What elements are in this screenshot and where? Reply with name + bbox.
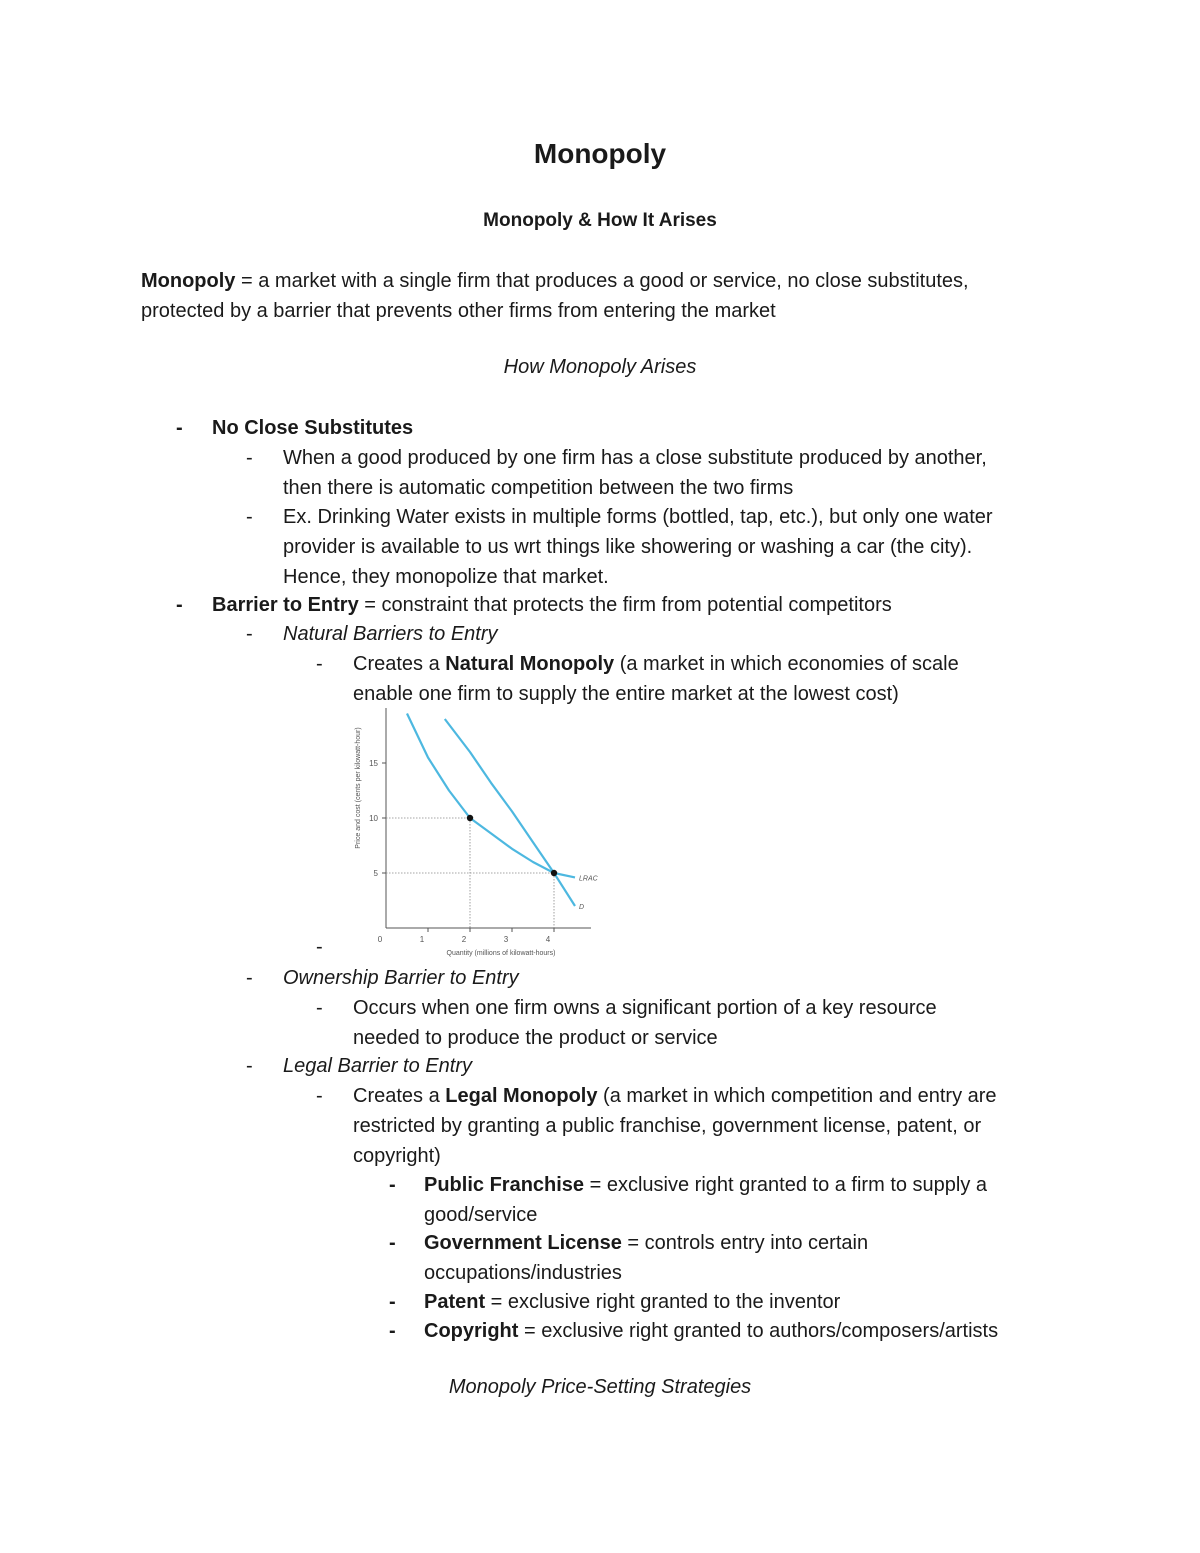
legal-item-public-franchise: Public Franchise = exclusive right granted to a firm to supply a good/service [424, 1174, 988, 1226]
price-setting-heading: Monopoly Price-Setting Strategies [448, 1376, 752, 1398]
y-tick-label: 10 [369, 814, 378, 823]
data-point [551, 870, 557, 876]
x-tick-label: 4 [545, 935, 551, 944]
bullet-dash: - [316, 997, 323, 1019]
natural-barriers-label: Natural Barriers to Entry [283, 623, 498, 645]
bullet-dash: - [316, 653, 323, 675]
no-close-subs-point-2: Ex. Drinking Water exists in multiple forms (bottled, tap, etc.), but only one water provider is available to us wrt things like showering or washing a car (the city). Hence, they monopolize that market. [283, 506, 993, 588]
legal-item-government-license: Government License = controls entry into certain occupations/industries [424, 1232, 869, 1284]
definition-line1: = a market with a single firm that produces a good or service, no close substitutes, [235, 270, 969, 292]
natural-monopoly-term: Natural Monopoly [445, 653, 615, 675]
x-tick-label: 0 [377, 935, 383, 944]
bullet-dash: - [176, 417, 183, 439]
bullet-dash: - [389, 1291, 396, 1313]
series-lrac-label: LRAC [579, 875, 598, 883]
barrier-to-entry-item: Barrier to Entry = constraint that protects the firm from potential competitors [212, 594, 892, 616]
bullet-dash: - [389, 1232, 396, 1254]
legal-barrier-label: Legal Barrier to Entry [283, 1055, 472, 1077]
no-close-substitutes-label: No Close Substitutes [212, 417, 414, 439]
legal-monopoly-desc: Creates a Legal Monopoly (a market in which competition and entry are restricted by granting a public franchise, government license, patent, or copyright) [353, 1085, 997, 1167]
chart-svg [336, 706, 606, 964]
bullet-dash: - [246, 623, 253, 645]
bullet-dash: - [389, 1174, 396, 1196]
bullet-dash: - [246, 967, 253, 989]
series-lrac-curve [407, 714, 575, 878]
definition-line2: protected by a barrier that prevents other firms from entering the market [141, 300, 776, 322]
y-axis-label: Price and cost (cents per kilowatt-hour) [355, 727, 362, 849]
bullet-dash: - [316, 1085, 323, 1107]
ownership-barrier-label: Ownership Barrier to Entry [283, 967, 519, 989]
bullet-dash: - [389, 1320, 396, 1342]
bullet-dash: - [246, 447, 253, 469]
data-point [467, 815, 473, 821]
barrier-term: Barrier to Entry [212, 594, 359, 616]
x-tick-label: 2 [461, 935, 467, 944]
x-axis-label: Quantity (millions of kilowatt-hours) [446, 950, 556, 957]
page-title: Monopoly [533, 138, 667, 169]
section-subtitle: Monopoly & How It Arises [483, 210, 717, 231]
monopoly-definition [141, 266, 1071, 326]
ownership-desc: Occurs when one firm owns a significant portion of a key resource needed to produce the product or service [353, 997, 937, 1049]
bullet-dash: - [246, 506, 253, 528]
how-monopoly-arises-heading: How Monopoly Arises [503, 356, 697, 378]
natural-monopoly-desc: Creates a Natural Monopoly (a market in which economies of scale enable one firm to supply the entire market at the lowest cost) [353, 653, 959, 705]
series-d-curve [445, 719, 575, 906]
y-tick-label: 15 [369, 759, 378, 768]
series-d-label: D [579, 904, 585, 911]
definition-term: Monopoly [141, 270, 236, 292]
y-tick-label: 5 [373, 869, 378, 878]
bullet-dash: - [176, 594, 183, 616]
natural-monopoly-chart [336, 706, 606, 964]
legal-item-copyright: Copyright = exclusive right granted to authors/composers/artists [424, 1320, 999, 1342]
x-tick-label: 3 [503, 935, 509, 944]
legal-monopoly-term: Legal Monopoly [445, 1085, 598, 1107]
x-tick-label: 1 [419, 935, 425, 944]
bullet-dash: - [316, 936, 323, 958]
legal-item-patent: Patent = exclusive right granted to the inventor [424, 1291, 841, 1313]
no-close-subs-point-1: When a good produced by one firm has a close substitute produced by another, then there is automatic competition between the two firms [283, 447, 987, 499]
bullet-dash: - [246, 1055, 253, 1077]
